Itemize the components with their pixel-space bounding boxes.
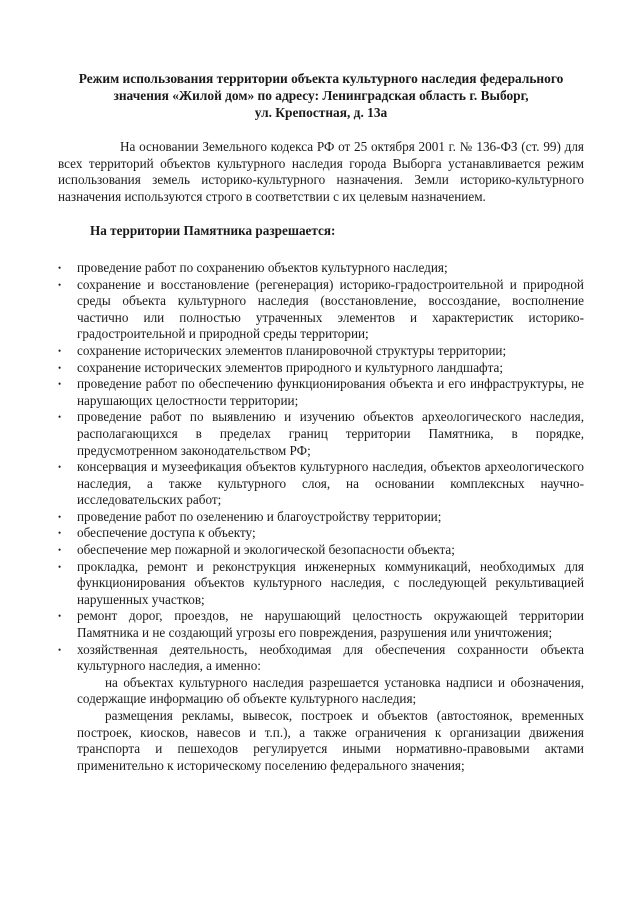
bullet-icon: •	[58, 462, 62, 473]
bullet-icon: •	[58, 279, 62, 290]
document-title	[58, 70, 584, 121]
list-item	[58, 608, 584, 641]
list-item-text: проведение работ по выявлению и изучению объектов археологического наследия, располагающихся в пределах границ территории Памятника, в порядке, предусмотренном законодательством РФ;	[77, 409, 584, 458]
list-item	[58, 376, 584, 409]
bullet-icon: •	[58, 561, 62, 572]
list-item	[58, 360, 584, 377]
intro-paragraph: На основании Земельного кодекса РФ от 25 октября 2001 г. № 136-ФЗ (ст. 99) для всех территорий объектов культурного наследия города Выборга устанавливается режим использования земель историко-культурного назначения. Земли историко-культурного назначения используются строго в соответствии с их целевым назначением.	[58, 139, 584, 204]
list-item-text: обеспечение мер пожарной и экологической безопасности объекта;	[77, 542, 455, 558]
bullet-icon: •	[58, 345, 62, 356]
sub-paragraph-signage: на объектах культурного наследия разрешается установка надписи и обозначения, содержащие информацию об объекте культурного наследия;	[77, 674, 584, 707]
list-item	[58, 525, 584, 542]
list-item-text: сохранение исторических элементов природного и культурного ландшафта;	[77, 359, 504, 375]
list-item-text: сохранение исторических элементов планировочной структуры территории;	[77, 342, 507, 358]
list-item	[58, 343, 584, 360]
list-item-text: проведение работ по озеленению и благоустройству территории;	[77, 508, 442, 524]
bullet-icon: •	[58, 511, 62, 522]
list-item	[58, 542, 584, 559]
title-line: значения «Жилой дом» по адресу: Ленинградская область г. Выборг,	[113, 88, 529, 103]
list-item-text: проведение работ по сохранению объектов культурного наследия;	[77, 259, 448, 275]
list-item	[58, 459, 584, 509]
list-item	[58, 642, 584, 675]
list-item-text: ремонт дорог, проездов, не нарушающий целостность окружающей территории Памятника и не создающий угрозы его повреждения, разрушения или уничтожения;	[77, 608, 584, 641]
bullet-icon: •	[58, 262, 62, 273]
list-item	[58, 559, 584, 609]
bullet-icon: •	[58, 545, 62, 556]
title-line: Режим использования территории объекта культурного наследия федерального	[78, 71, 564, 86]
list-item	[58, 409, 584, 459]
sub-paragraph-advertising: размещения рекламы, вывесок, построек и объектов (автостоянок, временных построек, киосков, навесов и т.п.), а также ограничения к организации движения транспорта и пешеходов регулируется иными нормативно-правовыми актами применительно к историческому поселению федерального значения;	[77, 708, 584, 773]
list-item-text: сохранение и восстановление (регенерация) историко-градостроительной и природной среды объекта культурного наследия (восстановление, воссоздание, восполнение частично или полностью утраченных элементов и характеристик историко-градостроительной и природной среды территории;	[77, 276, 584, 342]
bullet-icon: •	[58, 362, 62, 373]
list-item-text: хозяйственная деятельность, необходимая для обеспечения сохранности объекта культурного наследия, а именно:	[77, 641, 584, 674]
list-item-text: проведение работ по обеспечению функционирования объекта и его инфраструктуры, не нарушающих целостности территории;	[77, 376, 584, 408]
bullet-icon: •	[58, 412, 62, 423]
list-item	[58, 509, 584, 526]
bullet-icon: •	[58, 644, 62, 655]
bullet-icon: •	[58, 611, 62, 622]
list-item-text: обеспечение доступа к объекту;	[77, 525, 256, 541]
list-item-text: прокладка, ремонт и реконструкция инженерных коммуникаций, необходимых для функционирования объектов культурного наследия, с последующей рекультивацией нарушенных участков;	[77, 558, 584, 607]
title-line: ул. Крепостная, д. 13а	[254, 105, 388, 120]
allowed-list	[58, 260, 584, 675]
list-item-text: консервация и музеефикация объектов культурного наследия, объектов археологического наследия, а также культурного слоя, на основании комплексных научно-исследовательских работ;	[77, 459, 584, 508]
list-item	[58, 260, 584, 277]
bullet-icon: •	[58, 379, 62, 390]
bullet-icon: •	[58, 528, 62, 539]
allowed-heading: На территории Памятника разрешается:	[90, 223, 336, 239]
list-item	[58, 277, 584, 343]
